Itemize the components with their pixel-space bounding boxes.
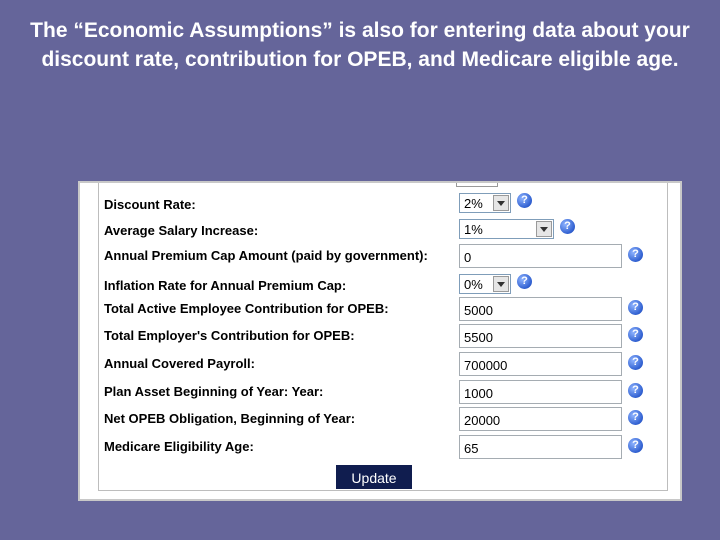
covered-payroll-input[interactable]: 700000 — [459, 352, 622, 376]
inflation-rate-row — [104, 274, 664, 298]
employee-contribution-row — [104, 297, 664, 321]
salary-increase-select[interactable] — [459, 219, 554, 239]
help-icon[interactable]: ? — [628, 355, 643, 370]
help-icon[interactable]: ? — [628, 247, 643, 262]
inflation-rate-label: Inflation Rate for Annual Premium Cap: — [104, 278, 347, 293]
employer-contribution-label: Total Employer's Contribution for OPEB: — [104, 328, 355, 343]
chevron-down-icon[interactable] — [493, 195, 509, 211]
premium-cap-label: Annual Premium Cap Amount (paid by government): — [104, 248, 428, 263]
medicare-age-input[interactable]: 65 — [459, 435, 622, 459]
discount-rate-select[interactable] — [459, 193, 511, 213]
net-opeb-obligation-label: Net OPEB Obligation, Beginning of Year: — [104, 411, 356, 426]
employer-contribution-row — [104, 324, 664, 348]
salary-increase-label: Average Salary Increase: — [104, 223, 259, 238]
salary-increase-value: 1% — [464, 222, 483, 237]
net-opeb-obligation-row — [104, 407, 664, 431]
medicare-age-label: Medicare Eligibility Age: — [104, 439, 254, 454]
plan-asset-row — [104, 380, 664, 404]
inflation-rate-select[interactable] — [459, 274, 511, 294]
inflation-rate-value: 0% — [464, 277, 483, 292]
medicare-age-row — [104, 435, 664, 459]
premium-cap-row — [104, 244, 664, 268]
employee-contribution-input[interactable]: 5000 — [459, 297, 622, 321]
help-icon[interactable]: ? — [628, 300, 643, 315]
slide-title: The “Economic Assumptions” is also for entering data about your discount rate, contribution for OPEB, and Medicare eligible age. — [30, 19, 690, 71]
cut-off-field — [456, 181, 498, 187]
help-icon[interactable]: ? — [628, 383, 643, 398]
chevron-down-icon[interactable] — [536, 221, 552, 237]
employer-contribution-input[interactable]: 5500 — [459, 324, 622, 348]
help-icon[interactable]: ? — [560, 219, 575, 234]
economic-assumptions-form — [78, 181, 682, 501]
covered-payroll-label: Annual Covered Payroll: — [104, 356, 255, 371]
help-icon[interactable]: ? — [628, 410, 643, 425]
discount-rate-row — [104, 193, 664, 217]
discount-rate-label: Discount Rate: — [104, 197, 196, 212]
update-button[interactable]: Update — [336, 465, 412, 489]
employee-contribution-label: Total Active Employee Contribution for OPEB: — [104, 301, 389, 316]
help-icon[interactable]: ? — [517, 274, 532, 289]
premium-cap-input[interactable]: 0 — [459, 244, 622, 268]
covered-payroll-row — [104, 352, 664, 376]
help-icon[interactable]: ? — [628, 327, 643, 342]
help-icon[interactable]: ? — [628, 438, 643, 453]
salary-increase-row — [104, 219, 664, 243]
chevron-down-icon[interactable] — [493, 276, 509, 292]
plan-asset-input[interactable]: 1000 — [459, 380, 622, 404]
help-icon[interactable]: ? — [517, 193, 532, 208]
net-opeb-obligation-input[interactable]: 20000 — [459, 407, 622, 431]
discount-rate-value: 2% — [464, 196, 483, 211]
plan-asset-label: Plan Asset Beginning of Year: Year: — [104, 384, 324, 399]
